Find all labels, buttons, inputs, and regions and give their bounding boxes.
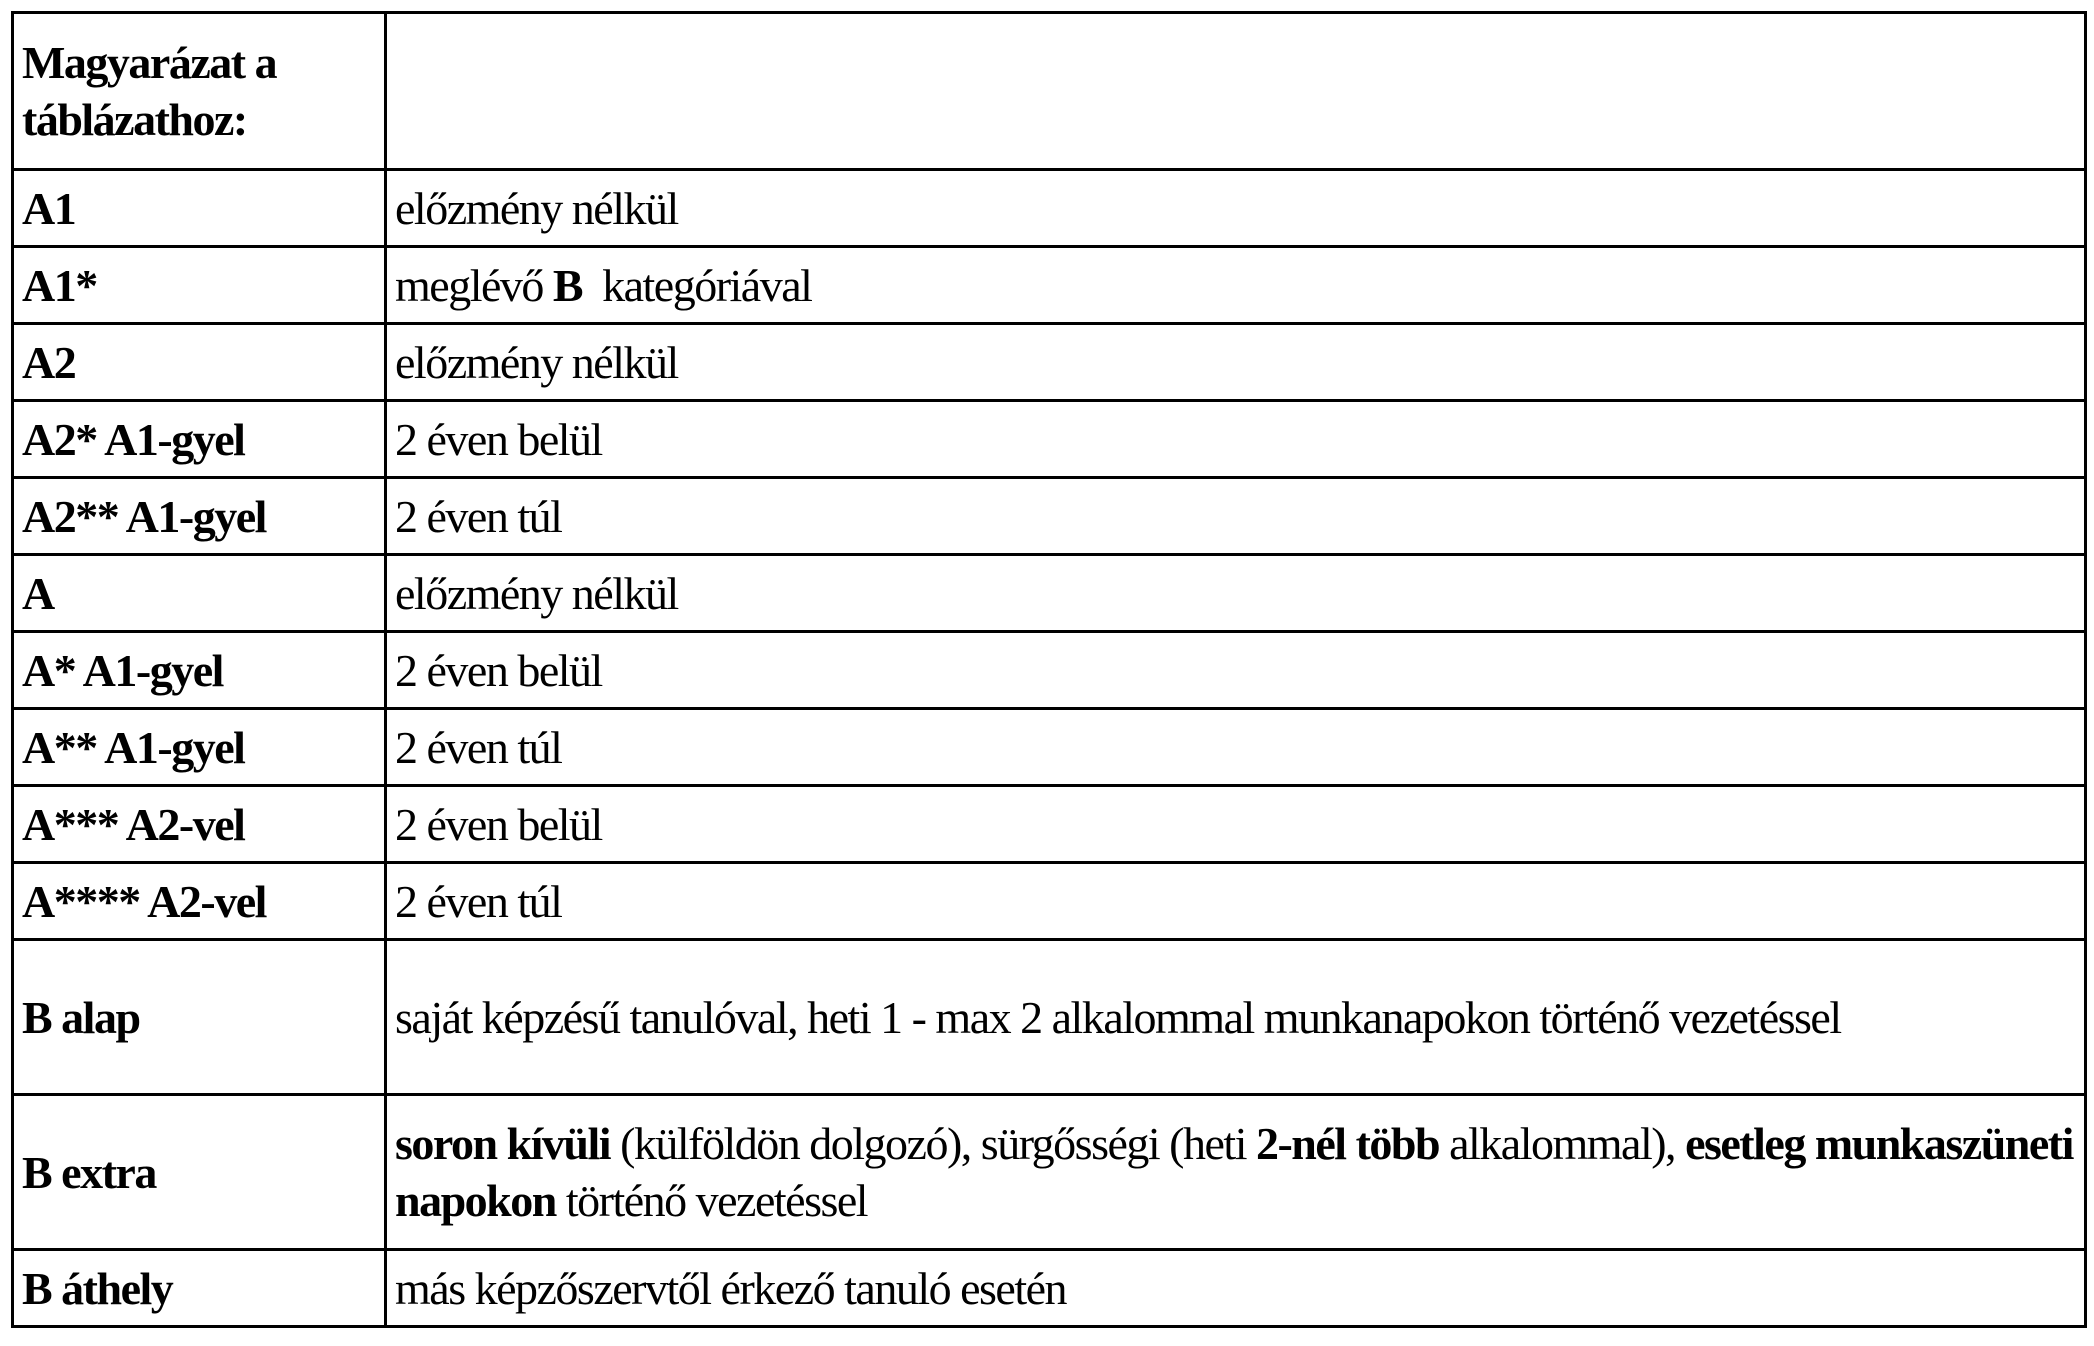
row-desc-part: kategóriával [582,259,812,311]
row-desc: előzmény nélkül [386,324,2086,401]
row-desc: 2 éven túl [386,709,2086,786]
table-row [13,1095,2086,1250]
row-key: B áthely [13,1250,386,1327]
table-row [13,478,2086,555]
row-key: B alap [13,940,386,1095]
row-key: A2* A1-gyel [13,401,386,478]
row-desc: 2 éven túl [386,478,2086,555]
table-row [13,555,2086,632]
row-desc-bold-part: esetleg munkaszüneti napokon [395,1118,2073,1226]
header-key-cell: Magyarázat a táblázathoz: [13,13,386,170]
row-key: A** A1-gyel [13,709,386,786]
table-row [13,709,2086,786]
legend-table [11,11,2087,1328]
row-desc-bold-part: soron kívüli [395,1118,611,1169]
row-key: A*** A2-vel [13,786,386,863]
table-row [13,863,2086,940]
table-row [13,632,2086,709]
row-desc: saját képzésű tanulóval, heti 1 - max 2 alkalommal munkanapokon történő vezetéssel [386,940,2086,1095]
table-row [13,786,2086,863]
row-desc [386,247,2086,324]
row-desc-bold-part: 2-nél több [1255,1118,1440,1169]
row-desc-part: meglévő [395,259,553,311]
table-header-row [13,13,2086,170]
table-row [13,170,2086,247]
row-key: A2 [13,324,386,401]
table-row [13,1250,2086,1327]
row-key: A1* [13,247,386,324]
row-desc-part: alkalommal), [1439,1118,1686,1169]
table-row [13,940,2086,1095]
table-row [13,324,2086,401]
row-key: A2** A1-gyel [13,478,386,555]
row-key: A* A1-gyel [13,632,386,709]
row-desc: előzmény nélkül [386,555,2086,632]
row-key: A [13,555,386,632]
row-desc: 2 éven belül [386,786,2086,863]
table-row [13,247,2086,324]
row-desc: 2 éven túl [386,863,2086,940]
row-desc-bold-part: B [552,259,583,311]
row-key: B extra [13,1095,386,1250]
table-row [13,401,2086,478]
row-desc-part: (külföldön dolgozó), sürgősségi (heti [610,1118,1256,1169]
row-desc: más képzőszervtől érkező tanuló esetén [386,1250,2086,1327]
row-key: A1 [13,170,386,247]
row-desc: előzmény nélkül [386,170,2086,247]
row-desc: 2 éven belül [386,401,2086,478]
header-desc-cell [386,13,2086,170]
row-key: A**** A2-vel [13,863,386,940]
row-desc: 2 éven belül [386,632,2086,709]
row-desc-part: történő vezetéssel [555,1175,868,1226]
row-desc [386,1095,2086,1250]
